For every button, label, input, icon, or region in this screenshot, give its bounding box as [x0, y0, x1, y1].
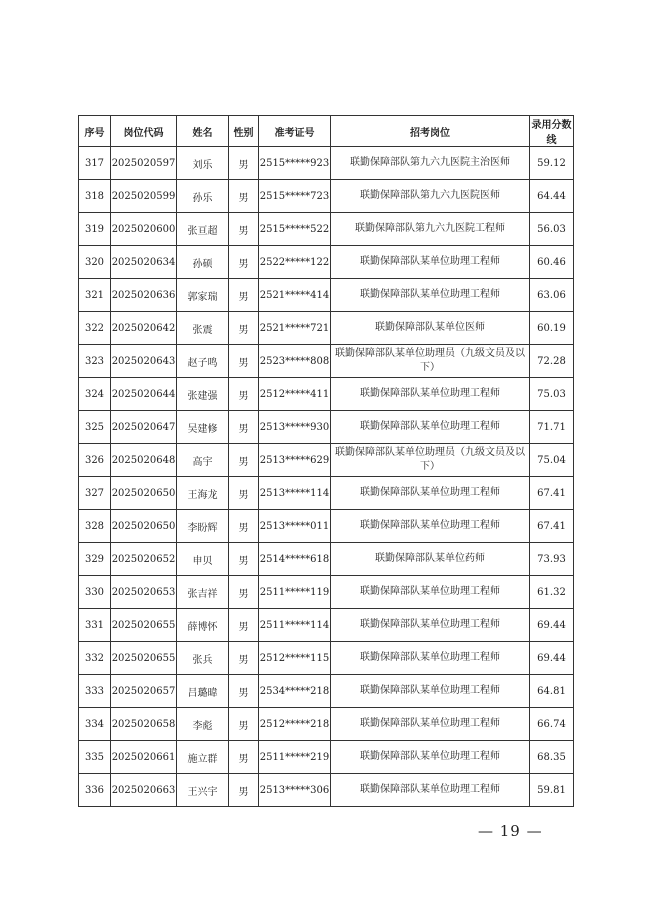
header-ticket-number: 准考证号 [259, 116, 331, 147]
row-recruit-post: 联勤保障部队某单位助理工程师 [331, 411, 530, 444]
row-ticket-number: 2513*****629 [259, 444, 331, 477]
row-serial: 333 [79, 675, 111, 708]
row-name: 高宇 [177, 444, 229, 477]
row-ticket-number: 2515*****723 [259, 180, 331, 213]
row-name: 赵子鸣 [177, 345, 229, 378]
row-post-code: 2025020657 [111, 675, 177, 708]
row-ticket-number: 2512*****115 [259, 642, 331, 675]
row-recruit-post: 联勤保障部队某单位助理工程师 [331, 576, 530, 609]
row-name: 郭家瑞 [177, 279, 229, 312]
row-score: 60.19 [530, 312, 574, 345]
row-sex: 男 [229, 675, 259, 708]
row-serial: 330 [79, 576, 111, 609]
row-post-code: 2025020650 [111, 477, 177, 510]
row-post-code: 2025020650 [111, 510, 177, 543]
table-row [79, 444, 574, 477]
row-name: 王兴宇 [177, 774, 229, 807]
row-sex: 男 [229, 510, 259, 543]
row-recruit-post: 联勤保障部队某单位医师 [331, 312, 530, 345]
row-post-code: 2025020663 [111, 774, 177, 807]
row-recruit-post: 联勤保障部队某单位助理工程师 [331, 510, 530, 543]
row-score: 67.41 [530, 477, 574, 510]
row-ticket-number: 2514*****618 [259, 543, 331, 576]
row-recruit-post: 联勤保障部队第九六九医院工程师 [331, 213, 530, 246]
row-post-code: 2025020643 [111, 345, 177, 378]
row-recruit-post: 联勤保障部队某单位药师 [331, 543, 530, 576]
table-row [79, 477, 574, 510]
table-row [79, 774, 574, 807]
row-serial: 335 [79, 741, 111, 774]
row-ticket-number: 2521*****414 [259, 279, 331, 312]
row-post-code: 2025020642 [111, 312, 177, 345]
row-sex: 男 [229, 708, 259, 741]
row-score: 69.44 [530, 609, 574, 642]
row-score: 73.93 [530, 543, 574, 576]
row-ticket-number: 2522*****122 [259, 246, 331, 279]
row-sex: 男 [229, 180, 259, 213]
row-serial: 326 [79, 444, 111, 477]
row-serial: 324 [79, 378, 111, 411]
row-recruit-post: 联勤保障部队第九六九医院主治医师 [331, 147, 530, 180]
row-score: 63.06 [530, 279, 574, 312]
row-serial: 328 [79, 510, 111, 543]
row-serial: 323 [79, 345, 111, 378]
row-sex: 男 [229, 741, 259, 774]
row-sex: 男 [229, 411, 259, 444]
row-name: 刘乐 [177, 147, 229, 180]
table-header [79, 116, 574, 147]
row-serial: 320 [79, 246, 111, 279]
row-post-code: 2025020636 [111, 279, 177, 312]
row-score: 59.12 [530, 147, 574, 180]
row-name: 李盼辉 [177, 510, 229, 543]
row-serial: 317 [79, 147, 111, 180]
row-ticket-number: 2515*****522 [259, 213, 331, 246]
row-serial: 334 [79, 708, 111, 741]
header-serial: 序号 [79, 116, 111, 147]
row-sex: 男 [229, 345, 259, 378]
row-post-code: 2025020647 [111, 411, 177, 444]
table-row [79, 180, 574, 213]
row-sex: 男 [229, 147, 259, 180]
table-row [79, 345, 574, 378]
row-post-code: 2025020652 [111, 543, 177, 576]
row-score: 64.81 [530, 675, 574, 708]
row-sex: 男 [229, 576, 259, 609]
header-sex: 性别 [229, 116, 259, 147]
row-name: 薛博怀 [177, 609, 229, 642]
row-serial: 318 [79, 180, 111, 213]
row-recruit-post: 联勤保障部队某单位助理员（九级文员及以下） [331, 444, 530, 477]
row-sex: 男 [229, 477, 259, 510]
row-recruit-post: 联勤保障部队某单位助理工程师 [331, 477, 530, 510]
row-score: 71.71 [530, 411, 574, 444]
row-sex: 男 [229, 213, 259, 246]
row-serial: 321 [79, 279, 111, 312]
row-name: 张震 [177, 312, 229, 345]
table-row [79, 543, 574, 576]
row-recruit-post: 联勤保障部队某单位助理员（九级文员及以下） [331, 345, 530, 378]
row-sex: 男 [229, 543, 259, 576]
table-row [79, 147, 574, 180]
row-score: 64.44 [530, 180, 574, 213]
table-row [79, 246, 574, 279]
table-row [79, 642, 574, 675]
row-ticket-number: 2523*****808 [259, 345, 331, 378]
header-score-line: 录用分数线 [530, 116, 574, 147]
row-score: 68.35 [530, 741, 574, 774]
row-recruit-post: 联勤保障部队某单位助理工程师 [331, 642, 530, 675]
table-row [79, 312, 574, 345]
row-post-code: 2025020655 [111, 642, 177, 675]
row-recruit-post: 联勤保障部队某单位助理工程师 [331, 246, 530, 279]
row-name: 孙乐 [177, 180, 229, 213]
row-recruit-post: 联勤保障部队第九六九医院医师 [331, 180, 530, 213]
row-ticket-number: 2512*****218 [259, 708, 331, 741]
row-post-code: 2025020600 [111, 213, 177, 246]
row-post-code: 2025020653 [111, 576, 177, 609]
row-ticket-number: 2513*****306 [259, 774, 331, 807]
row-name: 吴建修 [177, 411, 229, 444]
row-recruit-post: 联勤保障部队某单位助理工程师 [331, 378, 530, 411]
row-sex: 男 [229, 246, 259, 279]
row-serial: 336 [79, 774, 111, 807]
row-serial: 319 [79, 213, 111, 246]
row-recruit-post: 联勤保障部队某单位助理工程师 [331, 708, 530, 741]
row-name: 申贝 [177, 543, 229, 576]
row-ticket-number: 2511*****119 [259, 576, 331, 609]
table-body [79, 147, 574, 807]
row-ticket-number: 2513*****011 [259, 510, 331, 543]
row-name: 王海龙 [177, 477, 229, 510]
row-ticket-number: 2515*****923 [259, 147, 331, 180]
row-name: 张吉祥 [177, 576, 229, 609]
row-name: 孙硕 [177, 246, 229, 279]
row-recruit-post: 联勤保障部队某单位助理工程师 [331, 279, 530, 312]
table-row [79, 741, 574, 774]
table-row [79, 510, 574, 543]
table-row [79, 576, 574, 609]
row-post-code: 2025020661 [111, 741, 177, 774]
row-serial: 325 [79, 411, 111, 444]
page-number: — 19 — [478, 822, 543, 840]
row-sex: 男 [229, 609, 259, 642]
row-post-code: 2025020655 [111, 609, 177, 642]
row-name: 吕璐暐 [177, 675, 229, 708]
header-recruit-post: 招考岗位 [331, 116, 530, 147]
row-serial: 332 [79, 642, 111, 675]
row-serial: 331 [79, 609, 111, 642]
row-recruit-post: 联勤保障部队某单位助理工程师 [331, 675, 530, 708]
row-ticket-number: 2513*****114 [259, 477, 331, 510]
row-name: 李彪 [177, 708, 229, 741]
row-name: 张建强 [177, 378, 229, 411]
table-row [79, 279, 574, 312]
row-recruit-post: 联勤保障部队某单位助理工程师 [331, 609, 530, 642]
row-ticket-number: 2521*****721 [259, 312, 331, 345]
row-post-code: 2025020644 [111, 378, 177, 411]
row-score: 59.81 [530, 774, 574, 807]
table-row [79, 378, 574, 411]
row-serial: 322 [79, 312, 111, 345]
table-row [79, 675, 574, 708]
row-name: 张兵 [177, 642, 229, 675]
row-serial: 327 [79, 477, 111, 510]
row-name: 张亘超 [177, 213, 229, 246]
row-ticket-number: 2513*****930 [259, 411, 331, 444]
row-post-code: 2025020599 [111, 180, 177, 213]
header-post-code: 岗位代码 [111, 116, 177, 147]
row-serial: 329 [79, 543, 111, 576]
table-row [79, 213, 574, 246]
table-row [79, 411, 574, 444]
row-sex: 男 [229, 774, 259, 807]
table-row [79, 609, 574, 642]
row-score: 61.32 [530, 576, 574, 609]
row-score: 60.46 [530, 246, 574, 279]
row-sex: 男 [229, 312, 259, 345]
row-recruit-post: 联勤保障部队某单位助理工程师 [331, 741, 530, 774]
row-score: 69.44 [530, 642, 574, 675]
header-name: 姓名 [177, 116, 229, 147]
row-score: 75.03 [530, 378, 574, 411]
row-sex: 男 [229, 444, 259, 477]
row-name: 施立群 [177, 741, 229, 774]
row-recruit-post: 联勤保障部队某单位助理工程师 [331, 774, 530, 807]
row-sex: 男 [229, 378, 259, 411]
table-row [79, 708, 574, 741]
row-score: 72.28 [530, 345, 574, 378]
admission-score-table [78, 115, 574, 807]
row-post-code: 2025020648 [111, 444, 177, 477]
row-post-code: 2025020597 [111, 147, 177, 180]
row-post-code: 2025020634 [111, 246, 177, 279]
row-score: 66.74 [530, 708, 574, 741]
row-ticket-number: 2511*****219 [259, 741, 331, 774]
row-sex: 男 [229, 642, 259, 675]
row-score: 75.04 [530, 444, 574, 477]
row-post-code: 2025020658 [111, 708, 177, 741]
row-sex: 男 [229, 279, 259, 312]
row-ticket-number: 2512*****411 [259, 378, 331, 411]
row-score: 56.03 [530, 213, 574, 246]
row-ticket-number: 2511*****114 [259, 609, 331, 642]
row-ticket-number: 2534*****218 [259, 675, 331, 708]
row-score: 67.41 [530, 510, 574, 543]
